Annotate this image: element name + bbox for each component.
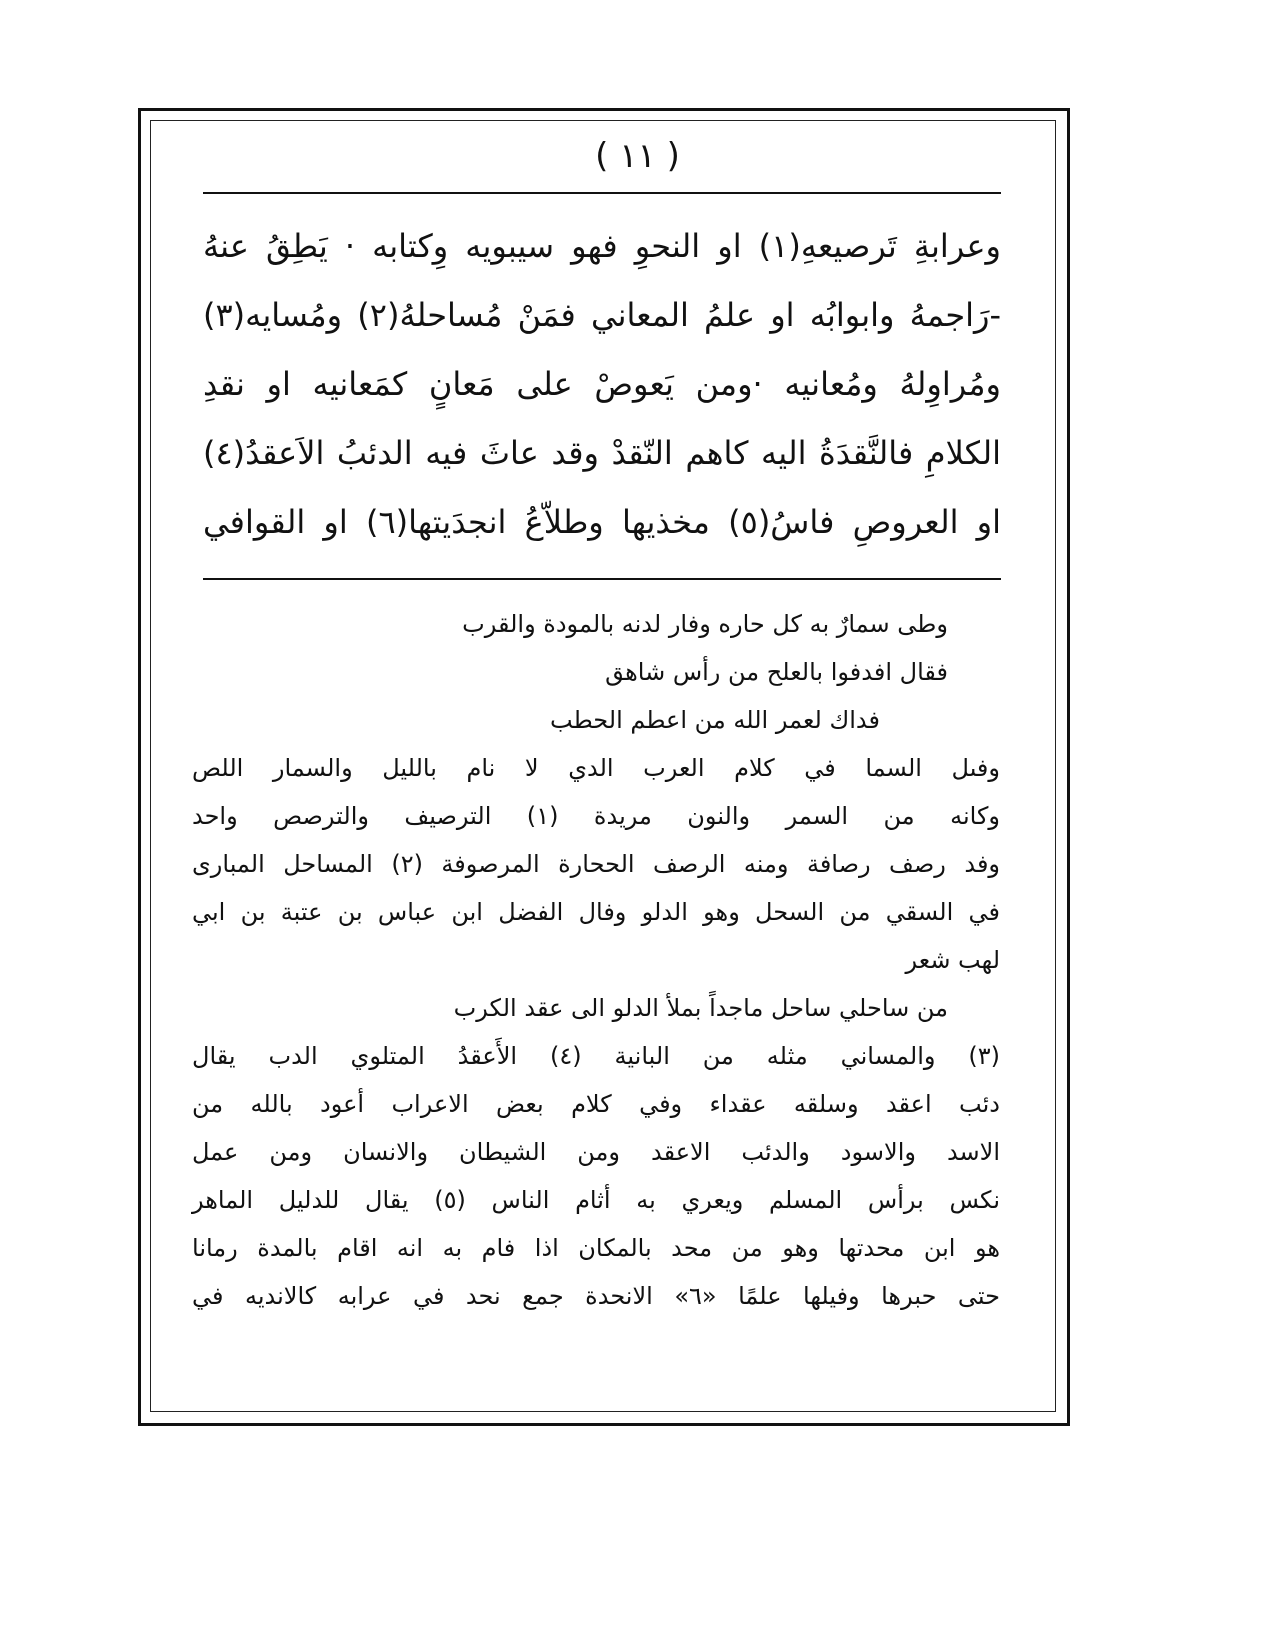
footnote-verse-line: فقال افدفوا بالعلح من رأس شاهق	[605, 658, 948, 686]
footnote-line: في السقي من السحل وهو الدلو وفال الفضل ابن عباس بن عتبة بن ابي	[192, 898, 1000, 926]
main-text-line: الكلامِ فالنَّقدَةُ اليه كاهم النّقدْ وقد عاثَ فيه الدئبُ الاَعقدُ(٤)	[203, 434, 1001, 472]
main-text-line: او العروصِ فاسُ(٥) مخذيها وطلاّعُ انجدَيتها(٦) او القوافي	[203, 503, 1002, 541]
page-number: ( ١١ )	[595, 136, 680, 176]
main-text-line: وعرابةِ تَرصيعهِ(١) او النحوِ فهو سيبويه وِكتابه · يَطِقُ عنهُ	[203, 227, 1002, 265]
footnote-line: وفىل السما في كلام العرب الدي لا نام بالليل والسمار اللص	[192, 754, 1000, 782]
footnotes-block	[192, 600, 1000, 1320]
footnote-verse-line: من ساحلي ساحل ماجداً بملأ الدلو الى عقد الكرب	[453, 994, 948, 1022]
footnote-verse-line: فداك لعمر الله من اعطم الحطب	[550, 706, 880, 734]
footnote-separator-rule	[203, 578, 1001, 580]
main-text-block	[203, 212, 1001, 557]
header-rule	[203, 192, 1001, 194]
footnote-line: هو ابن محدتها وهو من محد بالمكان اذا فام به انه اقام بالمدة رمانا	[192, 1234, 1000, 1262]
footnote-verse-line: وطى سمارٌ به كل حاره وفار لدنه بالمودة والقرب	[462, 610, 948, 638]
main-text-line: ومُراوِلهُ ومُعانيه ·ومن يَعوصْ على مَعانٍ كمَعانيه او نقدِ	[203, 365, 1001, 403]
footnote-line: حتى حبرها وفيلها علمًا «٦» الانحدة جمع نحد في عرابه كالانديه في	[192, 1282, 1000, 1310]
footnote-line: لهب شعر	[905, 946, 1000, 974]
footnote-line: الاسد والاسود والدئب الاعقد ومن الشيطان والانسان ومن عمل	[192, 1138, 1000, 1166]
footnote-line: وكانه من السمر والنون مريدة (١) الترصيف والترصص واحد	[192, 802, 1000, 830]
main-text-line: -رَاجمهُ وابوابُه او علمُ المعاني فمَنْ مُساحلهُ(٢) ومُسايه(٣)	[203, 296, 1001, 334]
footnote-line: (٣) والمساني مثله من البانية (٤) الأَعقدُ المتلوي الدب يقال	[192, 1042, 1000, 1070]
footnote-line: نكس برأس المسلم ويعري به أثام الناس (٥) يقال للدليل الماهر	[192, 1186, 1000, 1214]
footnote-line: دئب اعقد وسلقه عقداء وفي كلام بعض الاعراب أعود بالله من	[192, 1090, 1000, 1118]
footnote-line: وفد رصف رصافة ومنه الرصف الححارة المرصوفة (٢) المساحل المبارى	[192, 850, 1000, 878]
